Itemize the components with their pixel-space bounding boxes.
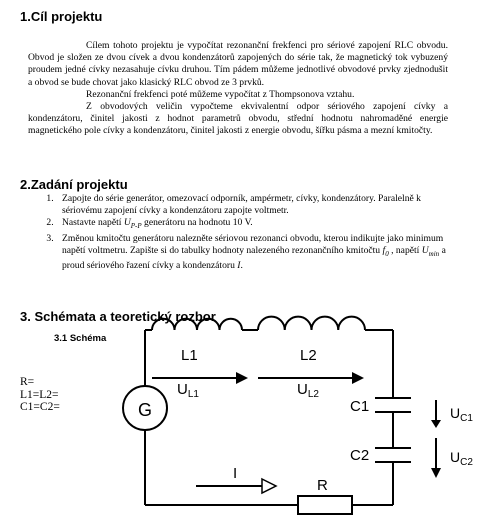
inductor-l1 xyxy=(152,319,242,330)
section-1-paragraph-2: Rezonanční frekfenci poté můžeme vypočítat z Thompsonova vztahu. xyxy=(86,88,355,100)
ul2-label: $U_{L2}$ xyxy=(297,381,319,400)
l2-label: L2 xyxy=(300,347,317,364)
value-l1-l2: L1=L2= xyxy=(20,388,59,401)
value-r: R= xyxy=(20,376,35,388)
uc2-label: $U_{C2}$ xyxy=(450,449,473,468)
l1-label: L1 xyxy=(181,347,198,364)
resistor-r xyxy=(298,496,352,514)
section-2-heading: 2.Zadání projektu xyxy=(20,177,128,192)
task-item-3-f: f xyxy=(382,244,386,256)
inductor-l2 xyxy=(258,317,365,330)
c2-label: C2 xyxy=(350,447,370,464)
task-item-3-i: I xyxy=(237,259,241,271)
value-c1-c2: C1=C2= xyxy=(20,401,60,413)
ul1-label: $U_{L1}$ xyxy=(177,381,199,400)
task-item-3-f-sub: 0 xyxy=(385,249,389,258)
task-item-2-text-end: generátoru na hodnotu 10 V. xyxy=(141,217,253,229)
section-1-paragraph-1: Cílem tohoto projektu je vypočítat rezonanční frekfenci pro sériové zapojení RLC obvodu. Obvod je složen ze dvou cívek a dvou kondenzátorů zapojených do série tak, že magnetický tok vybuzený proudem jedné cívky nezasahuje cívku druhou. Tím pádem můžeme jednotlivé obvodové prvky zjednodušit a obvod se bude chovat jako klasický RLC obvod ze 3 prvků. xyxy=(28,40,448,88)
task-item-3-text-c: a proud sériového řazení cívky a kondenzátoru xyxy=(62,244,446,271)
arrow-ul1-head xyxy=(236,372,248,384)
c1-label: C1 xyxy=(350,398,370,415)
task-item-3-text-b: , napětí xyxy=(388,244,422,256)
generator-label: G xyxy=(137,400,153,420)
arrow-i-head xyxy=(262,479,276,493)
schematic-subheading: 3.1 Schéma xyxy=(54,333,107,344)
task-item-3-u-sub: min xyxy=(428,249,440,258)
section-1-paragraph-3: Z obvodových veličin vypočteme ekvivalentní odpor sériového zapojení cívky a kondenzátoru, činitel jakosti z hodnot parametrů obvodu, střední hodnotu nahromaděné energie magnetického pole cívky a kondenzátoru, činitel jakosti z energie obvodu, šířku pásma a mezní kmitočty. xyxy=(28,101,448,137)
task-item-3-text: Změnou kmitočtu generátoru nalezněte sériovou rezonanci obvodu, kterou indikujte jako minimum napětí voltmetru. Zapište si do tabulky hodnoty nalezeného rezonančního kmitočtu xyxy=(62,232,444,256)
task-item-3-u: U xyxy=(421,244,429,256)
uc1-label: $U_{C1}$ xyxy=(450,405,473,424)
arrow-ul2-head xyxy=(352,372,364,384)
task-item-1-text: Zapojte do série generátor, omezovací odporník, ampérmetr, cívky, kondenzátory. Paralelně k sériovému zapojení cívky a kondenzátoru zapojte voltmetr. xyxy=(62,193,421,217)
arrow-uc1-head xyxy=(431,420,441,428)
task-item-2-var-sub: P-P xyxy=(130,222,142,231)
arrow-uc2-head xyxy=(431,468,441,478)
i-label: I xyxy=(233,465,238,482)
section-1-heading: 1.Cíl projektu xyxy=(20,9,103,24)
r-label: R xyxy=(317,477,328,494)
section-3-heading: 3. Schémata a teoretický rozbor xyxy=(20,309,216,324)
task-item-2-text: Nastavte napětí xyxy=(62,217,124,229)
task-item-2-var: U xyxy=(123,217,131,229)
task-item-3-end: . xyxy=(240,259,243,271)
